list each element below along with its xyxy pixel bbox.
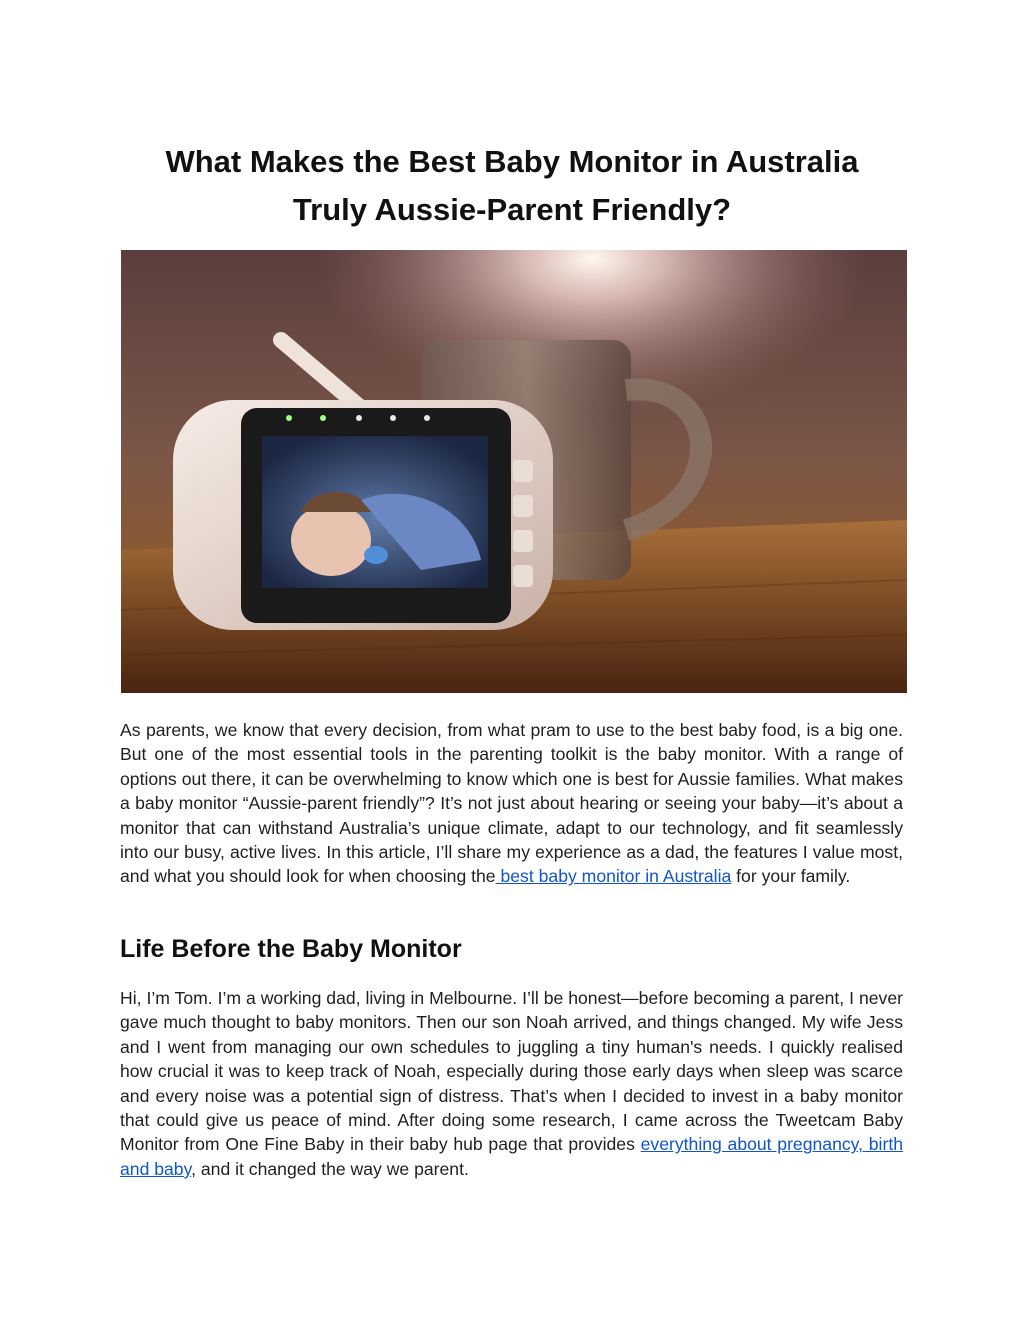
intro-text: As parents, we know that every decision, from what pram to use to the best baby food, is a big one. But one of the most essential tools in the parenting toolkit is the baby monitor. With a range of options out there, it can be overwhelming to know which one is best for Aussie families. What makes a baby monitor “Aussie-parent friendly”? It’s not just about hearing or seeing your baby—it’s about a monitor that can withstand Australia’s unique climate, adapt to our technology, and fit seamlessly into our busy, active lives. In this article, I’ll share my experience as a dad, the features I value most, and what you should look for when choosing the [120,720,903,887]
pregnancy-birth-baby-link[interactable]: everything about pregnancy, birth and baby [120,1134,903,1179]
intro-paragraph [120,718,903,889]
title-line-2: Truly Aussie-Parent Friendly? [292,192,732,227]
page-title [100,138,924,234]
intro-text-after: for your family. [731,866,851,887]
hero-image [121,250,907,693]
best-baby-monitor-link[interactable]: best baby monitor in Australia [495,866,732,887]
story-paragraph [120,986,903,1181]
story-text-after: , and it changed the way we parent. [191,1158,469,1179]
story-text: Hi, I’m Tom. I’m a working dad, living in Melbourne. I’ll be honest—before becoming a parent, I never gave much thought to baby monitors. Then our son Noah arrived, and things changed. My wife Jess and I went from managing our own schedules to juggling a tiny human's needs. I quickly realised how crucial it was to keep track of Noah, especially during those early days when sleep was scarce and every noise was a potential sign of distress. That’s when I decided to invest in a baby monitor that could give us peace of mind. After doing some research, I came across the Tweetcam Baby Monitor from One Fine Baby in their baby hub page that provides [120,988,903,1155]
title-line-1: What Makes the Best Baby Monitor in Australia [165,144,859,179]
section-heading: Life Before the Baby Monitor [120,935,462,963]
